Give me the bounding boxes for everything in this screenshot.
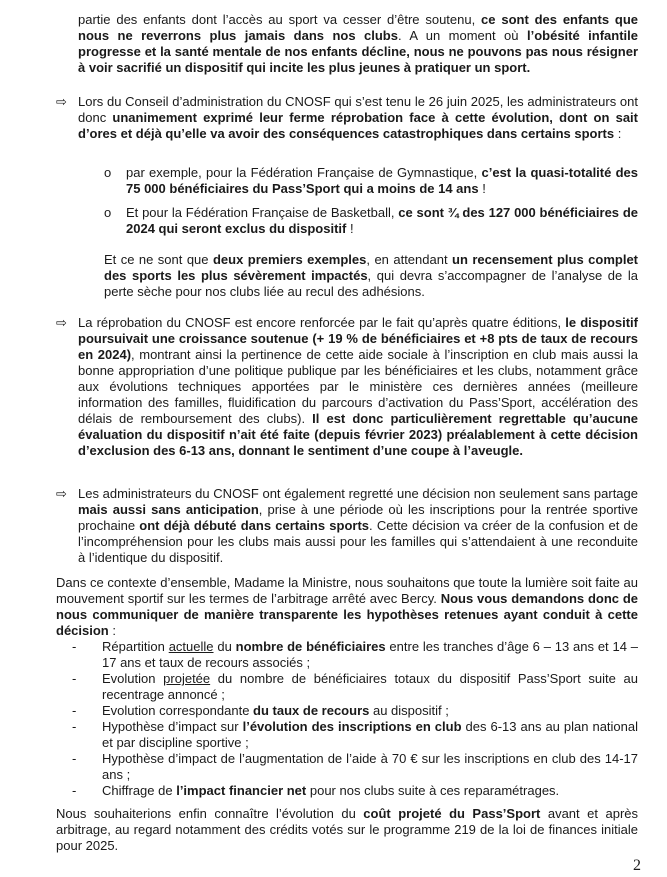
emphasis-text: deux premiers exemples [212, 252, 367, 267]
list-item [72, 671, 638, 703]
emphasis-text: l’évolution des inscriptions en club [242, 719, 462, 734]
text-run: Evolution [102, 671, 164, 686]
list-item [72, 783, 638, 799]
emphasis-text: le dispositif poursuivait une croissance soutenue (+ 19 % de bénéficiaires et +8 pts de taux de recours en 2024) [78, 315, 638, 362]
dash-bullet-icon: - [72, 719, 77, 734]
text-run: ! [478, 181, 486, 196]
text-run: par exemple, pour la Fédération Française de Gymnastique, [126, 165, 482, 180]
arrow-paragraph-conseil [56, 94, 638, 142]
text-run: entre les tranches d’âge 6 – 13 ans et 14 – 17 ans et taux de recours associés ; [102, 639, 638, 670]
emphasis-text: coût projeté du Pass’Sport [363, 806, 541, 821]
emphasis-text: Nous vous demandons donc de nous communiquer de manière transparente les hypothèses retenues ayant conduit à cette décision [56, 591, 638, 638]
text-run: partie des enfants dont l’accès au sport va cesser d’être soutenu, [78, 12, 482, 27]
text-run: Et pour la Fédération Française de Basketball, [126, 205, 399, 220]
text-run: Et ce ne sont que [104, 252, 213, 267]
dash-bullet-icon: - [72, 703, 77, 718]
emphasis-text: l’obésité infantile progresse et la santé mentale de nos enfants décline, nous ne pouvons pas nous résigner à voir sacrifié un dispositif qui incite les plus jeunes à pratiquer un sport. [78, 28, 639, 75]
text-run: , qui devra s’accompagner de l’analyse de la perte sèche pour nos clubs liée au recul des adhésions. [104, 268, 638, 299]
paragraph-contexte [56, 575, 638, 639]
list-item [72, 703, 638, 719]
text-run: La réprobation du CNOSF est encore renforcée par le fait qu’après quatre éditions, [78, 315, 566, 330]
text-run: , montrant ainsi la pertinence de cette aide sociale à l’inscription en club mais aussi la bonne appropriation d’une politique publique par les bénéficiaires et les clubs, notamment grâce aux évolutions techniques apportées par le ministère ces dernières années (meilleure information des familles, fluidification du parcours d’activation du Pass’Sport, accélération des délais de remboursement des clubs). [78, 347, 638, 426]
emphasis-text: ce sont des enfants que nous ne reverrons plus jamais dans nos clubs [78, 12, 639, 43]
text-run: Répartition [102, 639, 169, 654]
underlined-text: projetée [163, 671, 211, 686]
text-run: , prise à une période où les inscriptions pour la rentrée sportive prochaine [78, 502, 638, 533]
text-run: avant et après arbitrage, au regard notamment des crédits votés sur le programme 219 de la loi de finances initiale pour 2025. [56, 806, 638, 853]
text-run: : [614, 126, 622, 141]
circle-bullet-icon: o [104, 205, 112, 220]
paragraph-continuation [78, 12, 638, 76]
emphasis-text: nombre de bénéficiaires [235, 639, 386, 654]
emphasis-text: ont déjà débuté dans certains sports [139, 518, 370, 533]
text-run: du [213, 639, 236, 654]
text-run: au dispositif ; [369, 703, 449, 718]
text-run: du nombre de bénéficiaires totaux du dispositif Pass’Sport suite au recentrage annoncé ; [102, 671, 639, 702]
dash-bullet-icon: - [72, 671, 77, 686]
dash-bullet-icon: - [72, 751, 77, 766]
emphasis-text: du taux de recours [253, 703, 370, 718]
emphasis-text: un recensement plus complet des sports les plus sévèrement impactés [104, 252, 639, 283]
emphasis-text: l’impact financier net [176, 783, 307, 798]
text-run: Hypothèse d’impact de l’augmentation de l’aide à 70 € sur les inscriptions en club des 14-17 ans ; [102, 751, 638, 782]
arrow-paragraph-administrateurs [56, 486, 638, 566]
sub-bullet-item [104, 205, 638, 237]
emphasis-text: unanimement exprimé leur ferme réprobation face à cette évolution, dont on sait d’ores et déjà qu’elle va avoir des conséquences catastrophiques dans certains sports [78, 110, 638, 141]
emphasis-text: mais aussi sans anticipation [78, 502, 259, 517]
text-run: Chiffrage de [102, 783, 177, 798]
underlined-text: actuelle [168, 639, 214, 654]
text-run: Les administrateurs du CNOSF ont également regretté une décision non seulement sans partage [78, 486, 638, 501]
text-run: des 6-13 ans au plan national et par discipline sportive ; [102, 719, 639, 750]
hypotheses-list [72, 639, 638, 799]
list-item [72, 719, 638, 751]
arrow-paragraph-reprobation [56, 315, 638, 459]
arrow-right-icon: ⇨ [56, 94, 67, 109]
emphasis-text: Il est donc particulièrement regrettable qu’aucune évaluation du dispositif n’ait été faite (depuis février 2023) préalablement à cette décision d’exclusion des 6-13 ans, donnant le sentiment d’une coupe à l’aveugle. [78, 411, 638, 458]
sub-bullet-item [104, 165, 638, 197]
text-run: , en attendant [366, 252, 453, 267]
text-run: Evolution correspondante [102, 703, 254, 718]
arrow-right-icon: ⇨ [56, 486, 67, 501]
text-run: ! [346, 221, 354, 236]
emphasis-text: c’est la quasi-totalité des 75 000 bénéficiaires du Pass’Sport qui a moins de 14 ans [126, 165, 638, 196]
text-run: Lors du Conseil d’administration du CNOSF qui s’est tenu le 26 juin 2025, les administrateurs ont donc [78, 94, 638, 125]
text-run: pour nos clubs suite à ces reparamétrages. [306, 783, 560, 798]
arrow-right-icon: ⇨ [56, 315, 67, 330]
text-run: . A un moment où [397, 28, 527, 43]
paragraph-final [56, 806, 638, 854]
text-run: Hypothèse d’impact sur [102, 719, 243, 734]
page-number: 2 [633, 857, 641, 874]
text-run: Dans ce contexte d’ensemble, Madame la Ministre, nous souhaitons que toute la lumière soit faite au mouvement sportif sur les termes de l’arbitrage arrêté avec Bercy. [56, 575, 638, 606]
paragraph-exemples [104, 252, 638, 300]
circle-bullet-icon: o [104, 165, 112, 180]
text-run: : [108, 623, 116, 638]
emphasis-text: ce sont ¾ des 127 000 bénéficiaires de 2024 qui seront exclus du dispositif [126, 205, 639, 236]
text-run: . Cette décision va créer de la confusion et de l’incompréhension pour les clubs mais aussi pour les familles qui s’attendaient à une reconduite à l’identique du dispositif. [78, 518, 639, 565]
list-item [72, 751, 638, 783]
dash-bullet-icon: - [72, 639, 77, 654]
text-run: Nous souhaiterions enfin connaître l’évolution du [56, 806, 364, 821]
dash-bullet-icon: - [72, 783, 77, 798]
list-item [72, 639, 638, 671]
